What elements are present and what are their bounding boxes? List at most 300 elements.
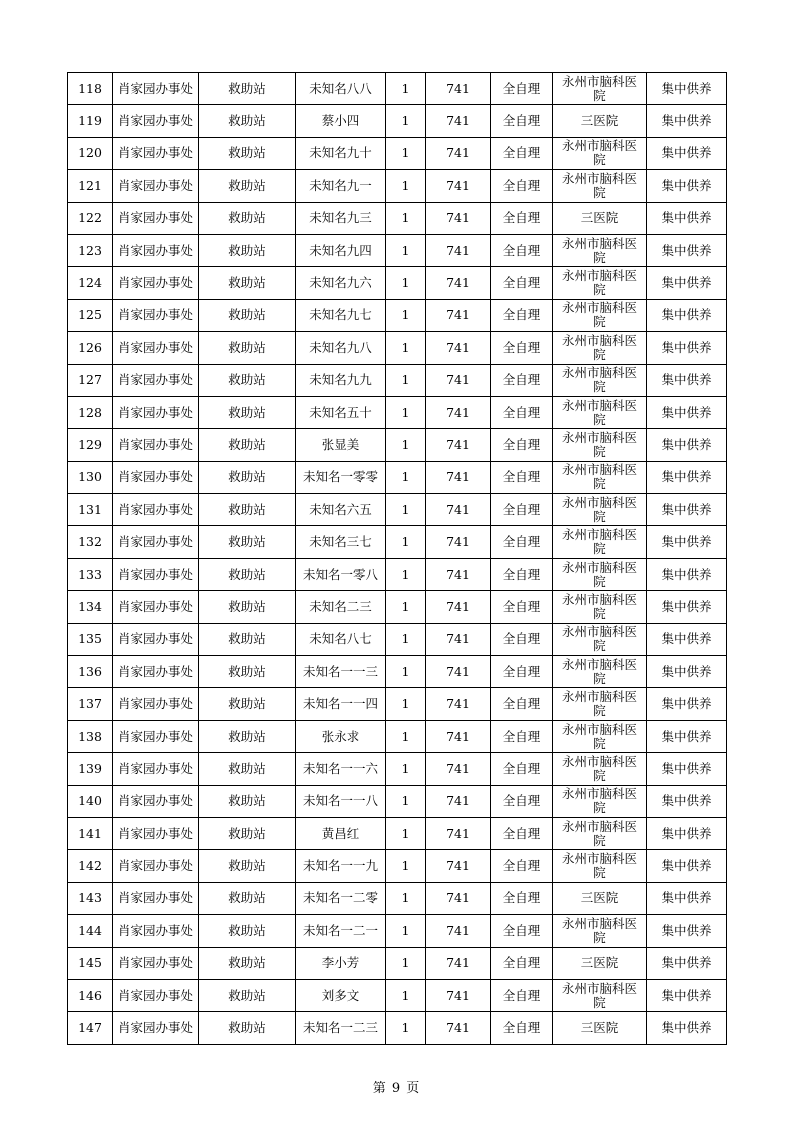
table-row	[68, 396, 727, 428]
care-level-cell: 全自理	[491, 656, 553, 688]
office-cell: 肖家园办事处	[113, 656, 199, 688]
row-number-cell: 136	[68, 656, 113, 688]
station-cell: 救助站	[199, 850, 296, 882]
office-cell: 肖家园办事处	[113, 364, 199, 396]
office-cell: 肖家园办事处	[113, 591, 199, 623]
name-cell: 未知名九三	[296, 202, 386, 234]
hospital-cell: 永州市脑科医院	[553, 137, 647, 169]
support-type-cell: 集中供养	[647, 299, 727, 331]
station-cell: 救助站	[199, 558, 296, 590]
count-cell: 1	[386, 623, 426, 655]
care-level-cell: 全自理	[491, 396, 553, 428]
care-level-cell: 全自理	[491, 947, 553, 979]
name-cell: 未知名一二三	[296, 1012, 386, 1044]
amount-cell: 741	[426, 785, 491, 817]
row-number-cell: 142	[68, 850, 113, 882]
office-cell: 肖家园办事处	[113, 947, 199, 979]
support-type-cell: 集中供养	[647, 105, 727, 137]
count-cell: 1	[386, 234, 426, 266]
table-row	[68, 73, 727, 105]
hospital-cell: 永州市脑科医院	[553, 850, 647, 882]
support-type-cell: 集中供养	[647, 396, 727, 428]
station-cell: 救助站	[199, 461, 296, 493]
office-cell: 肖家园办事处	[113, 73, 199, 105]
name-cell: 未知名一零八	[296, 558, 386, 590]
hospital-cell: 三医院	[553, 1012, 647, 1044]
care-level-cell: 全自理	[491, 494, 553, 526]
station-cell: 救助站	[199, 364, 296, 396]
amount-cell: 741	[426, 494, 491, 526]
support-type-cell: 集中供养	[647, 137, 727, 169]
office-cell: 肖家园办事处	[113, 817, 199, 849]
care-level-cell: 全自理	[491, 850, 553, 882]
support-type-cell: 集中供养	[647, 429, 727, 461]
support-type-cell: 集中供养	[647, 688, 727, 720]
care-level-cell: 全自理	[491, 688, 553, 720]
row-number-cell: 129	[68, 429, 113, 461]
station-cell: 救助站	[199, 170, 296, 202]
amount-cell: 741	[426, 850, 491, 882]
table-row	[68, 494, 727, 526]
count-cell: 1	[386, 105, 426, 137]
office-cell: 肖家园办事处	[113, 753, 199, 785]
care-level-cell: 全自理	[491, 299, 553, 331]
hospital-cell: 永州市脑科医院	[553, 396, 647, 428]
table-row	[68, 526, 727, 558]
hospital-cell: 永州市脑科医院	[553, 688, 647, 720]
table-row	[68, 1012, 727, 1044]
row-number-cell: 128	[68, 396, 113, 428]
support-type-cell: 集中供养	[647, 332, 727, 364]
office-cell: 肖家园办事处	[113, 137, 199, 169]
station-cell: 救助站	[199, 299, 296, 331]
office-cell: 肖家园办事处	[113, 1012, 199, 1044]
row-number-cell: 137	[68, 688, 113, 720]
amount-cell: 741	[426, 753, 491, 785]
table-row	[68, 558, 727, 590]
care-level-cell: 全自理	[491, 332, 553, 364]
row-number-cell: 143	[68, 882, 113, 914]
amount-cell: 741	[426, 137, 491, 169]
amount-cell: 741	[426, 947, 491, 979]
station-cell: 救助站	[199, 267, 296, 299]
name-cell: 未知名九八	[296, 332, 386, 364]
hospital-cell: 永州市脑科医院	[553, 817, 647, 849]
amount-cell: 741	[426, 720, 491, 752]
hospital-cell: 永州市脑科医院	[553, 461, 647, 493]
station-cell: 救助站	[199, 656, 296, 688]
care-level-cell: 全自理	[491, 817, 553, 849]
station-cell: 救助站	[199, 137, 296, 169]
hospital-cell: 永州市脑科医院	[553, 526, 647, 558]
count-cell: 1	[386, 591, 426, 623]
care-level-cell: 全自理	[491, 105, 553, 137]
row-number-cell: 134	[68, 591, 113, 623]
name-cell: 张显美	[296, 429, 386, 461]
name-cell: 蔡小四	[296, 105, 386, 137]
amount-cell: 741	[426, 364, 491, 396]
care-level-cell: 全自理	[491, 137, 553, 169]
amount-cell: 741	[426, 558, 491, 590]
table-row	[68, 979, 727, 1011]
support-type-cell: 集中供养	[647, 623, 727, 655]
count-cell: 1	[386, 1012, 426, 1044]
care-level-cell: 全自理	[491, 364, 553, 396]
amount-cell: 741	[426, 299, 491, 331]
row-number-cell: 138	[68, 720, 113, 752]
care-level-cell: 全自理	[491, 234, 553, 266]
care-level-cell: 全自理	[491, 526, 553, 558]
amount-cell: 741	[426, 429, 491, 461]
row-number-cell: 124	[68, 267, 113, 299]
count-cell: 1	[386, 688, 426, 720]
hospital-cell: 三医院	[553, 202, 647, 234]
hospital-cell: 永州市脑科医院	[553, 234, 647, 266]
name-cell: 未知名一二一	[296, 915, 386, 947]
table-row	[68, 364, 727, 396]
name-cell: 未知名一一四	[296, 688, 386, 720]
office-cell: 肖家园办事处	[113, 234, 199, 266]
care-level-cell: 全自理	[491, 558, 553, 590]
support-type-cell: 集中供养	[647, 947, 727, 979]
count-cell: 1	[386, 461, 426, 493]
hospital-cell: 永州市脑科医院	[553, 299, 647, 331]
count-cell: 1	[386, 947, 426, 979]
amount-cell: 741	[426, 656, 491, 688]
station-cell: 救助站	[199, 1012, 296, 1044]
table-row	[68, 753, 727, 785]
count-cell: 1	[386, 979, 426, 1011]
count-cell: 1	[386, 656, 426, 688]
name-cell: 张永求	[296, 720, 386, 752]
row-number-cell: 121	[68, 170, 113, 202]
name-cell: 未知名八八	[296, 73, 386, 105]
office-cell: 肖家园办事处	[113, 526, 199, 558]
count-cell: 1	[386, 817, 426, 849]
row-number-cell: 120	[68, 137, 113, 169]
table-row	[68, 591, 727, 623]
support-type-cell: 集中供养	[647, 461, 727, 493]
name-cell: 未知名九六	[296, 267, 386, 299]
count-cell: 1	[386, 299, 426, 331]
table-row	[68, 947, 727, 979]
name-cell: 未知名九九	[296, 364, 386, 396]
office-cell: 肖家园办事处	[113, 623, 199, 655]
name-cell: 未知名九七	[296, 299, 386, 331]
station-cell: 救助站	[199, 526, 296, 558]
support-type-cell: 集中供养	[647, 170, 727, 202]
row-number-cell: 125	[68, 299, 113, 331]
support-type-cell: 集中供养	[647, 785, 727, 817]
station-cell: 救助站	[199, 332, 296, 364]
row-number-cell: 122	[68, 202, 113, 234]
name-cell: 未知名八七	[296, 623, 386, 655]
station-cell: 救助站	[199, 915, 296, 947]
amount-cell: 741	[426, 623, 491, 655]
office-cell: 肖家园办事处	[113, 785, 199, 817]
name-cell: 未知名九十	[296, 137, 386, 169]
name-cell: 未知名一二零	[296, 882, 386, 914]
table-row	[68, 202, 727, 234]
row-number-cell: 147	[68, 1012, 113, 1044]
support-type-cell: 集中供养	[647, 364, 727, 396]
office-cell: 肖家园办事处	[113, 558, 199, 590]
count-cell: 1	[386, 785, 426, 817]
count-cell: 1	[386, 73, 426, 105]
office-cell: 肖家园办事处	[113, 332, 199, 364]
care-level-cell: 全自理	[491, 202, 553, 234]
hospital-cell: 永州市脑科医院	[553, 558, 647, 590]
table-row	[68, 234, 727, 266]
support-type-cell: 集中供养	[647, 850, 727, 882]
hospital-cell: 永州市脑科医院	[553, 785, 647, 817]
row-number-cell: 135	[68, 623, 113, 655]
station-cell: 救助站	[199, 202, 296, 234]
care-level-cell: 全自理	[491, 170, 553, 202]
count-cell: 1	[386, 494, 426, 526]
care-level-cell: 全自理	[491, 882, 553, 914]
table-row	[68, 817, 727, 849]
care-level-cell: 全自理	[491, 73, 553, 105]
care-level-cell: 全自理	[491, 267, 553, 299]
station-cell: 救助站	[199, 591, 296, 623]
hospital-cell: 三医院	[553, 947, 647, 979]
row-number-cell: 140	[68, 785, 113, 817]
hospital-cell: 永州市脑科医院	[553, 332, 647, 364]
support-type-cell: 集中供养	[647, 202, 727, 234]
office-cell: 肖家园办事处	[113, 202, 199, 234]
table-row	[68, 882, 727, 914]
table-row	[68, 137, 727, 169]
row-number-cell: 126	[68, 332, 113, 364]
amount-cell: 741	[426, 170, 491, 202]
support-type-cell: 集中供养	[647, 73, 727, 105]
station-cell: 救助站	[199, 785, 296, 817]
office-cell: 肖家园办事处	[113, 299, 199, 331]
table-row	[68, 332, 727, 364]
support-type-cell: 集中供养	[647, 817, 727, 849]
support-type-cell: 集中供养	[647, 234, 727, 266]
count-cell: 1	[386, 267, 426, 299]
count-cell: 1	[386, 526, 426, 558]
name-cell: 未知名五十	[296, 396, 386, 428]
office-cell: 肖家园办事处	[113, 170, 199, 202]
name-cell: 未知名一一三	[296, 656, 386, 688]
row-number-cell: 139	[68, 753, 113, 785]
hospital-cell: 永州市脑科医院	[553, 364, 647, 396]
care-level-cell: 全自理	[491, 1012, 553, 1044]
table-row	[68, 461, 727, 493]
table-row	[68, 429, 727, 461]
station-cell: 救助站	[199, 688, 296, 720]
station-cell: 救助站	[199, 73, 296, 105]
hospital-cell: 永州市脑科医院	[553, 170, 647, 202]
count-cell: 1	[386, 202, 426, 234]
office-cell: 肖家园办事处	[113, 882, 199, 914]
office-cell: 肖家园办事处	[113, 688, 199, 720]
amount-cell: 741	[426, 396, 491, 428]
hospital-cell: 永州市脑科医院	[553, 623, 647, 655]
name-cell: 李小芳	[296, 947, 386, 979]
station-cell: 救助站	[199, 817, 296, 849]
name-cell: 未知名一一六	[296, 753, 386, 785]
row-number-cell: 127	[68, 364, 113, 396]
hospital-cell: 永州市脑科医院	[553, 591, 647, 623]
station-cell: 救助站	[199, 753, 296, 785]
table-row	[68, 656, 727, 688]
name-cell: 未知名九一	[296, 170, 386, 202]
station-cell: 救助站	[199, 105, 296, 137]
count-cell: 1	[386, 364, 426, 396]
support-type-cell: 集中供养	[647, 494, 727, 526]
name-cell: 未知名六五	[296, 494, 386, 526]
count-cell: 1	[386, 720, 426, 752]
office-cell: 肖家园办事处	[113, 105, 199, 137]
amount-cell: 741	[426, 591, 491, 623]
row-number-cell: 119	[68, 105, 113, 137]
support-type-cell: 集中供养	[647, 656, 727, 688]
amount-cell: 741	[426, 915, 491, 947]
count-cell: 1	[386, 429, 426, 461]
support-type-cell: 集中供养	[647, 882, 727, 914]
row-number-cell: 144	[68, 915, 113, 947]
table-row	[68, 105, 727, 137]
station-cell: 救助站	[199, 979, 296, 1011]
support-type-cell: 集中供养	[647, 1012, 727, 1044]
station-cell: 救助站	[199, 494, 296, 526]
name-cell: 未知名一一八	[296, 785, 386, 817]
count-cell: 1	[386, 332, 426, 364]
row-number-cell: 133	[68, 558, 113, 590]
hospital-cell: 永州市脑科医院	[553, 753, 647, 785]
table-row	[68, 170, 727, 202]
table-row	[68, 688, 727, 720]
hospital-cell: 永州市脑科医院	[553, 73, 647, 105]
table-row	[68, 267, 727, 299]
office-cell: 肖家园办事处	[113, 915, 199, 947]
name-cell: 黄昌红	[296, 817, 386, 849]
count-cell: 1	[386, 137, 426, 169]
support-type-cell: 集中供养	[647, 720, 727, 752]
care-level-cell: 全自理	[491, 720, 553, 752]
name-cell: 未知名一一九	[296, 850, 386, 882]
office-cell: 肖家园办事处	[113, 494, 199, 526]
hospital-cell: 永州市脑科医院	[553, 494, 647, 526]
table-row	[68, 850, 727, 882]
name-cell: 未知名九四	[296, 234, 386, 266]
row-number-cell: 118	[68, 73, 113, 105]
count-cell: 1	[386, 882, 426, 914]
row-number-cell: 145	[68, 947, 113, 979]
office-cell: 肖家园办事处	[113, 720, 199, 752]
care-level-cell: 全自理	[491, 979, 553, 1011]
office-cell: 肖家园办事处	[113, 267, 199, 299]
care-level-cell: 全自理	[491, 753, 553, 785]
amount-cell: 741	[426, 688, 491, 720]
amount-cell: 741	[426, 979, 491, 1011]
office-cell: 肖家园办事处	[113, 850, 199, 882]
records-table	[67, 72, 727, 1045]
hospital-cell: 三医院	[553, 105, 647, 137]
care-level-cell: 全自理	[491, 461, 553, 493]
support-type-cell: 集中供养	[647, 267, 727, 299]
support-type-cell: 集中供养	[647, 526, 727, 558]
care-level-cell: 全自理	[491, 785, 553, 817]
office-cell: 肖家园办事处	[113, 396, 199, 428]
hospital-cell: 永州市脑科医院	[553, 915, 647, 947]
amount-cell: 741	[426, 526, 491, 558]
name-cell: 未知名三七	[296, 526, 386, 558]
care-level-cell: 全自理	[491, 915, 553, 947]
count-cell: 1	[386, 396, 426, 428]
row-number-cell: 131	[68, 494, 113, 526]
row-number-cell: 132	[68, 526, 113, 558]
count-cell: 1	[386, 850, 426, 882]
amount-cell: 741	[426, 817, 491, 849]
row-number-cell: 146	[68, 979, 113, 1011]
office-cell: 肖家园办事处	[113, 429, 199, 461]
amount-cell: 741	[426, 73, 491, 105]
amount-cell: 741	[426, 882, 491, 914]
care-level-cell: 全自理	[491, 623, 553, 655]
support-type-cell: 集中供养	[647, 915, 727, 947]
amount-cell: 741	[426, 332, 491, 364]
station-cell: 救助站	[199, 882, 296, 914]
station-cell: 救助站	[199, 947, 296, 979]
hospital-cell: 永州市脑科医院	[553, 979, 647, 1011]
office-cell: 肖家园办事处	[113, 461, 199, 493]
support-type-cell: 集中供养	[647, 591, 727, 623]
table-row	[68, 299, 727, 331]
support-type-cell: 集中供养	[647, 979, 727, 1011]
hospital-cell: 永州市脑科医院	[553, 720, 647, 752]
support-type-cell: 集中供养	[647, 558, 727, 590]
name-cell: 未知名一零零	[296, 461, 386, 493]
amount-cell: 741	[426, 267, 491, 299]
hospital-cell: 永州市脑科医院	[553, 267, 647, 299]
table-row	[68, 915, 727, 947]
count-cell: 1	[386, 915, 426, 947]
row-number-cell: 141	[68, 817, 113, 849]
hospital-cell: 永州市脑科医院	[553, 656, 647, 688]
care-level-cell: 全自理	[491, 591, 553, 623]
station-cell: 救助站	[199, 429, 296, 461]
station-cell: 救助站	[199, 234, 296, 266]
station-cell: 救助站	[199, 623, 296, 655]
table-row	[68, 720, 727, 752]
amount-cell: 741	[426, 105, 491, 137]
station-cell: 救助站	[199, 396, 296, 428]
amount-cell: 741	[426, 1012, 491, 1044]
count-cell: 1	[386, 753, 426, 785]
page-number: 第 9 页	[372, 1081, 421, 1096]
hospital-cell: 永州市脑科医院	[553, 429, 647, 461]
care-level-cell: 全自理	[491, 429, 553, 461]
support-type-cell: 集中供养	[647, 753, 727, 785]
name-cell: 未知名二三	[296, 591, 386, 623]
count-cell: 1	[386, 170, 426, 202]
table-row	[68, 623, 727, 655]
hospital-cell: 三医院	[553, 882, 647, 914]
table-row	[68, 785, 727, 817]
amount-cell: 741	[426, 202, 491, 234]
name-cell: 刘多文	[296, 979, 386, 1011]
office-cell: 肖家园办事处	[113, 979, 199, 1011]
amount-cell: 741	[426, 461, 491, 493]
station-cell: 救助站	[199, 720, 296, 752]
row-number-cell: 130	[68, 461, 113, 493]
count-cell: 1	[386, 558, 426, 590]
